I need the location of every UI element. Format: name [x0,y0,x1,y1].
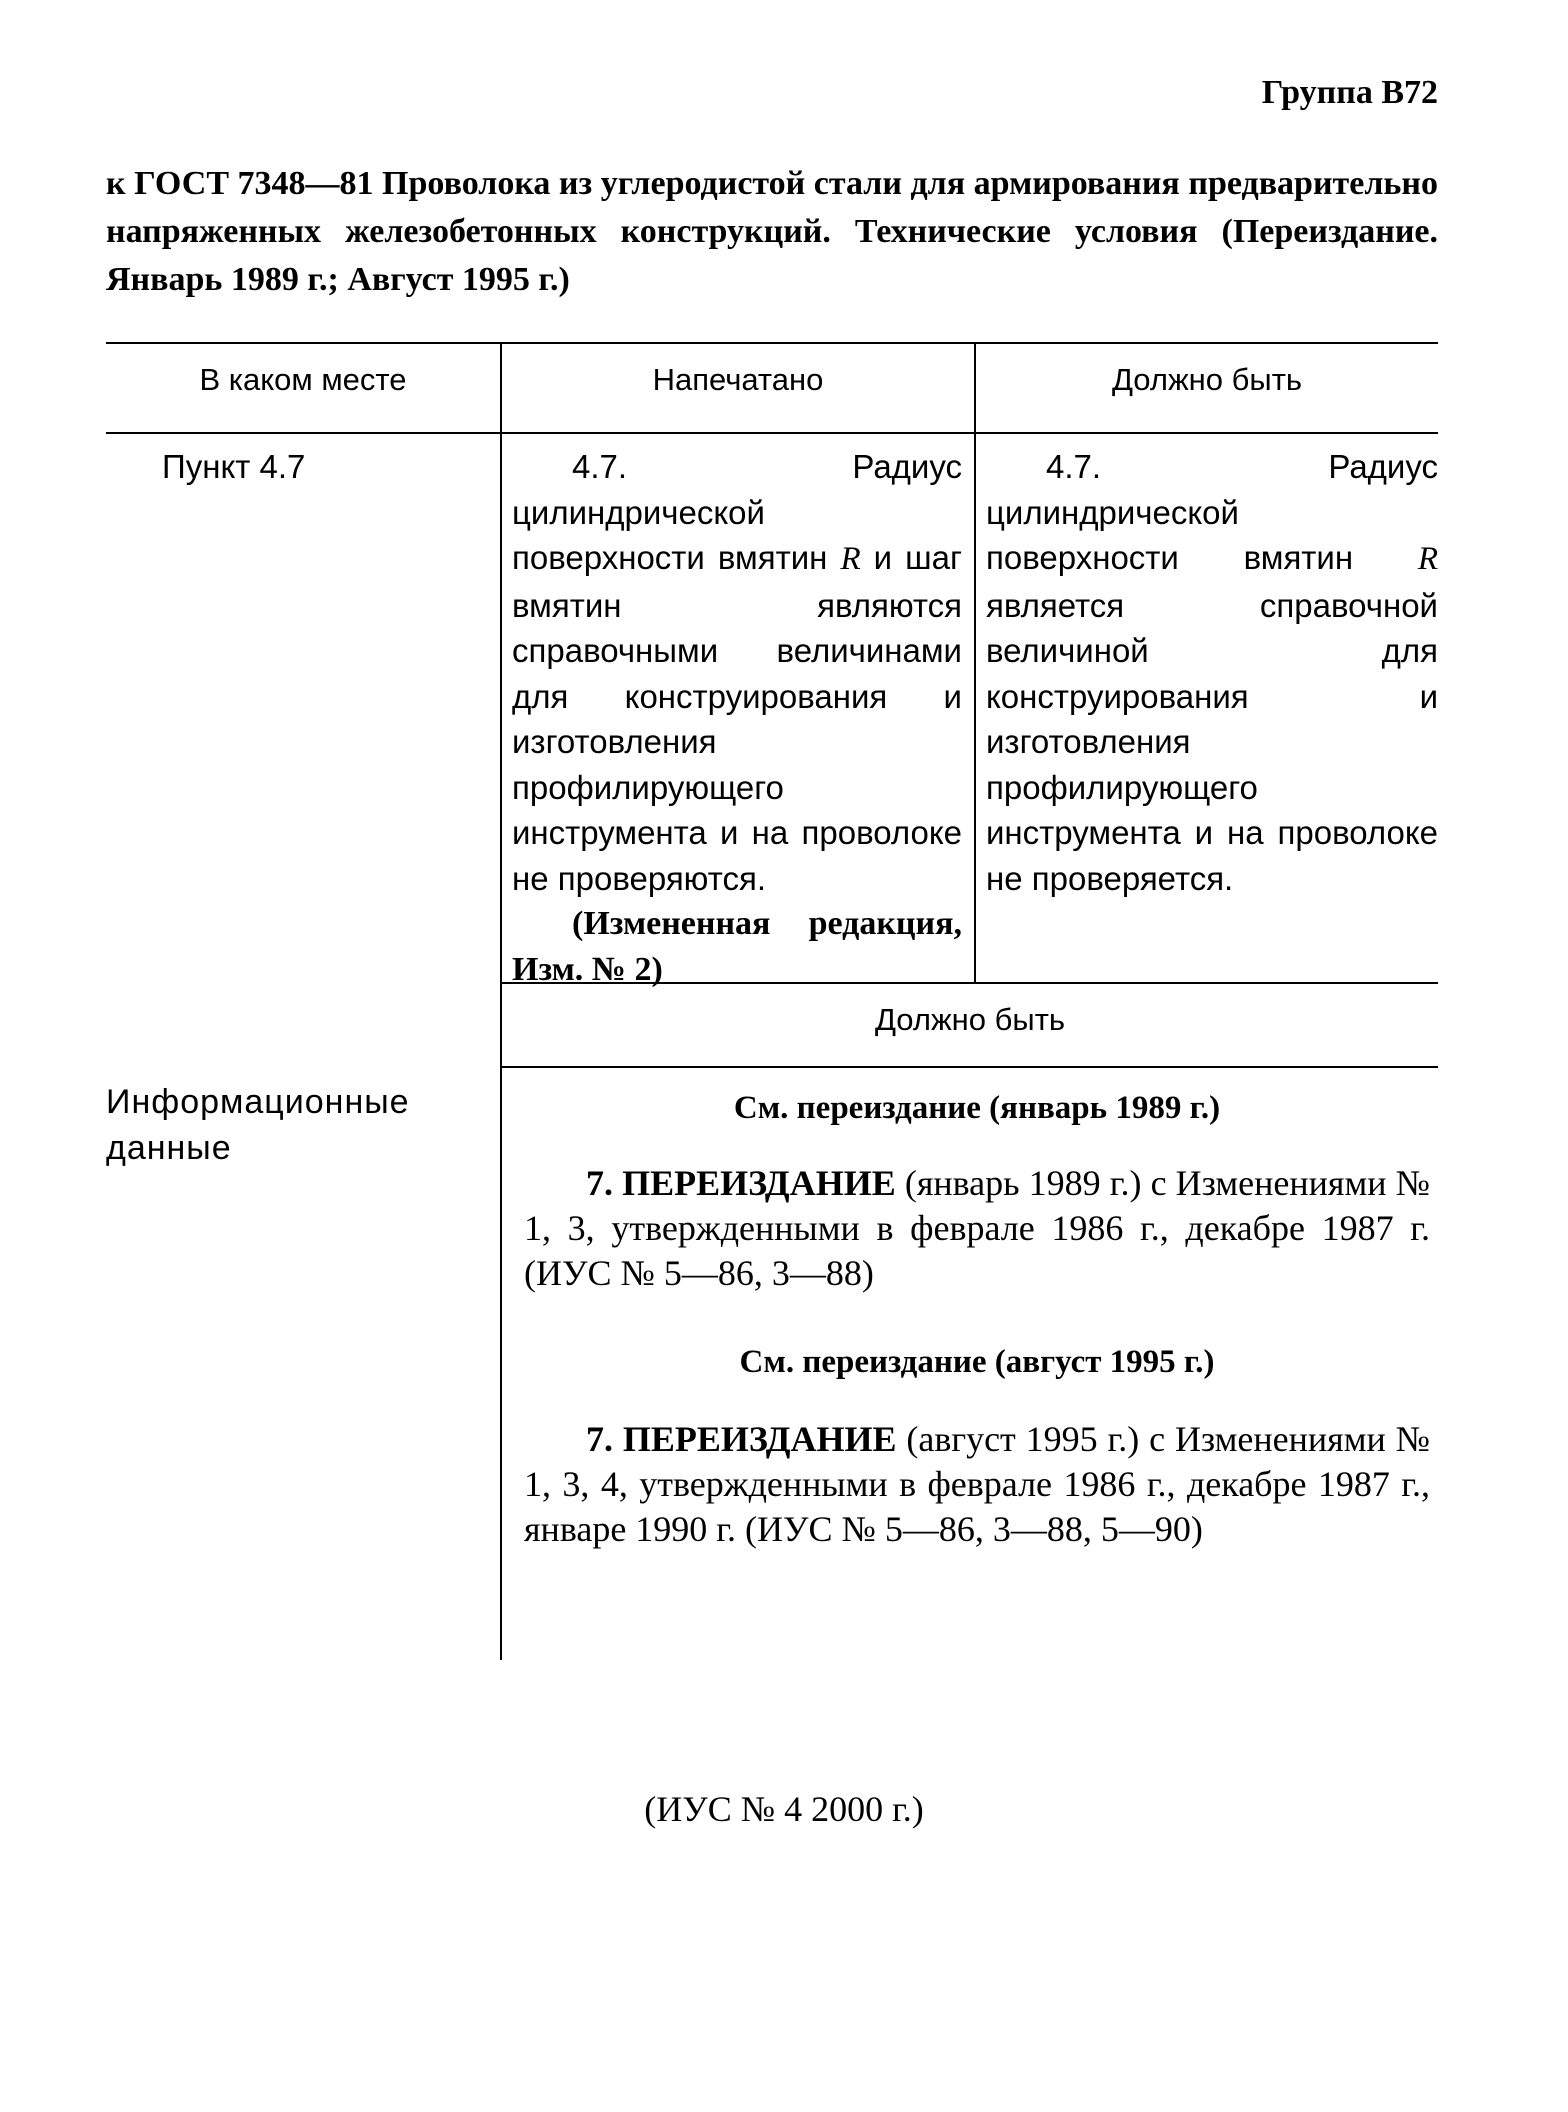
reissue-1995-label: 7. ПЕРЕИЗДАНИЕ [586,1419,897,1459]
row1-should-be-cell [986,444,1438,901]
should-symbol-r: R [1417,541,1438,577]
column-header-should-be: Должно быть [1111,362,1303,397]
column-divider-1 [500,342,502,1660]
row2-header-rule [500,1066,1438,1068]
row1-place-cell: Пункт 4.7 [162,448,306,485]
reissue-1989-subheading: См. переиздание (январь 1989 г.) [733,1090,1221,1126]
printed-text-end: и шаг вмятин являются справочными величинами для конструирования и изготовления профилирующего инструмента и на проволоке не проверяются. [512,539,963,897]
column-header-place: В каком месте [199,362,407,397]
column-divider-2 [974,342,976,982]
should-text-start: 4.7. Радиус цилиндрической поверхности вмятин [986,448,1438,576]
document-title: к ГОСТ 7348—81 Проволока из углеродистой стали для армирования предварительно напряженных железобетонных конструкций. Технические условия (Переиздание. Январь 1989 г.; Август 1995 г.) [106,165,1438,298]
row2-place-cell: Информационные данные [106,1083,410,1167]
printed-amendment-note: (Измененная редакция, Изм. № 2) [512,905,962,988]
row2-content [524,1090,1430,1552]
printed-text-start: 4.7. Радиус цилиндрической поверхности вмятин [512,448,962,576]
table-top-rule [106,342,1438,344]
reissue-1989-paragraph [524,1161,1430,1296]
header-bottom-rule [106,432,1438,434]
ius-footer: (ИУС № 4 2000 г.) [644,1789,924,1829]
reissue-1995-subheading: См. переиздание (август 1995 г.) [739,1344,1215,1380]
reissue-1995-paragraph [524,1417,1430,1552]
reissue-1989-label: 7. ПЕРЕИЗДАНИЕ [586,1163,896,1203]
row2-should-be-header: Должно быть [874,1002,1066,1037]
group-label: Группа В72 [1261,74,1438,111]
printed-symbol-r: R [840,541,861,577]
should-text-end: является справочной величиной для конструирования и изготовления профилирующего инструмента и на проволоке не проверяется. [986,586,1438,897]
row1-printed-cell [512,444,962,992]
column-header-printed: Напечатано [652,362,824,397]
reissue-1995-text: (август 1995 г.) с Изменениями № 1, 3, 4, утвержденными в феврале 1986 г., декабре 1987 г., январе 1990 г. (ИУС № 5—86, 3—88, 5—90) [524,1419,1431,1549]
reissue-1989-text: (январь 1989 г.) с Изменениями № 1, 3, утвержденными в феврале 1986 г., декабре 1987 г. (ИУС № 5—86, 3—88) [524,1163,1430,1293]
